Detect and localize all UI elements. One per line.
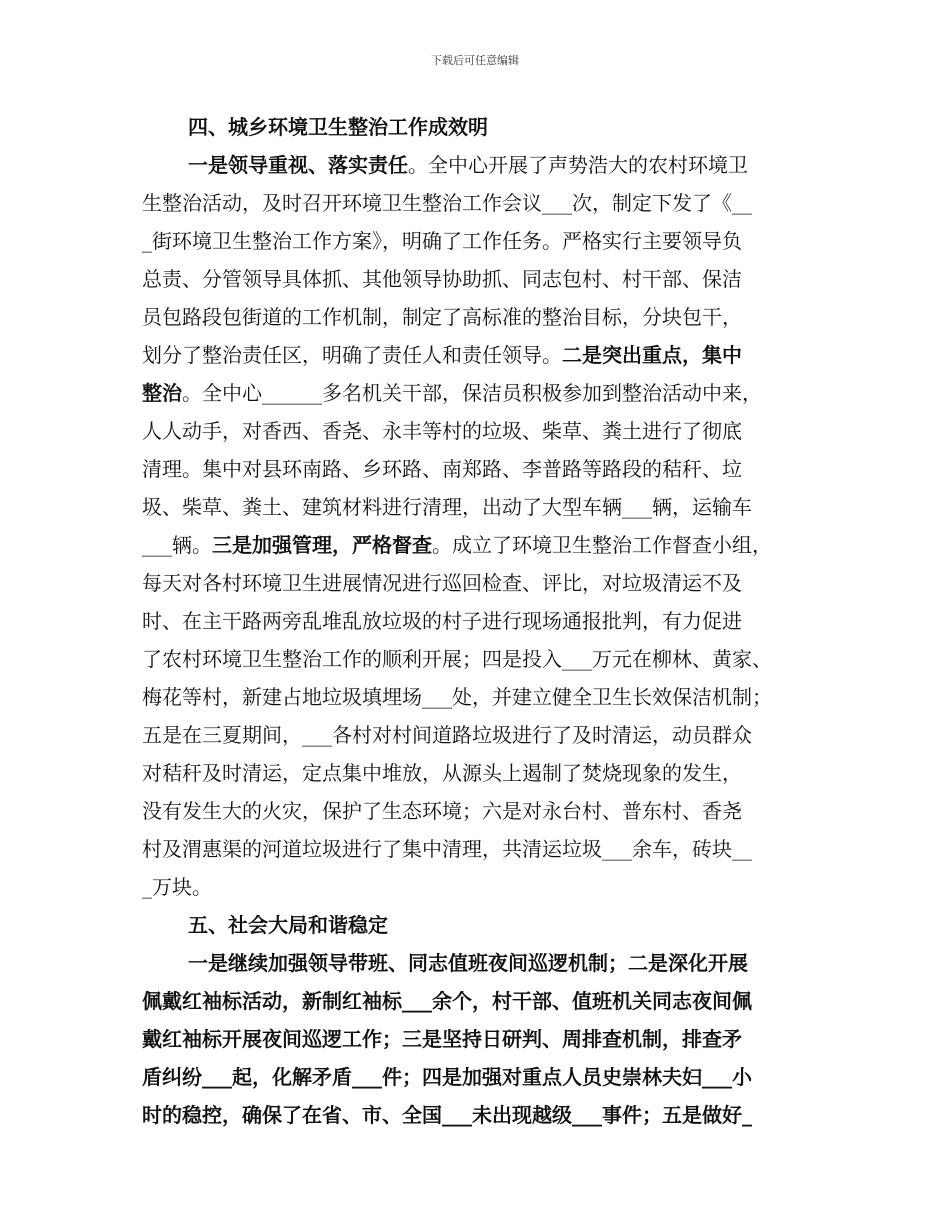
bold-text: 二是突出重点，集中: [562, 343, 742, 367]
bold-text: 一是继续加强领导带班、同志值班夜间巡逻机制；二是深化开展: [188, 951, 748, 975]
body-text: 每天对各村环境卫生进展情况进行巡回检查、评比，对垃圾清运不及: [142, 571, 742, 595]
body-text: 五是在三夏期间，___各村对村间道路垃圾进行了及时清运，动员群众: [142, 723, 752, 747]
text-line: [142, 564, 812, 602]
body-text: 圾、柴草、粪土、建筑材料进行清理，出动了大型车辆___辆，运输车: [142, 495, 752, 519]
bold-text: 盾纠纷___起，化解矛盾___件；四是加强对重点人员史崇林夫妇___小: [142, 1065, 752, 1089]
section-heading-5: 五、社会大局和谐稳定: [188, 913, 388, 937]
body-text: 对秸秆及时清运，定点集中堆放，从源头上遏制了焚烧现象的发生，: [142, 761, 742, 785]
text-line: [142, 1020, 812, 1058]
bold-text: 整治: [142, 381, 182, 405]
text-line: [142, 640, 812, 678]
body-text: 人人动手，对香西、香尧、永丰等村的垃圾、柴草、粪土进行了彻底: [142, 419, 742, 443]
text-line: [142, 1058, 812, 1096]
text-line: [142, 830, 812, 868]
body-text: 没有发生大的火灾，保护了生态环境；六是对永台村、普东村、香尧: [142, 799, 742, 823]
bold-text: 一是领导重视、落实责任: [188, 153, 408, 177]
text-line: [142, 488, 812, 526]
body-text: 村及渭惠渠的河道垃圾进行了集中清理，共清运垃圾___余车，砖块__: [142, 837, 752, 861]
body-text: 。成立了环境卫生整治工作督查小组，: [432, 533, 772, 557]
header-note: 下载后可任意编辑: [431, 54, 519, 67]
body-text: 清理。集中对县环南路、乡环路、南郑路、李普路等路段的秸秆、垃: [142, 457, 742, 481]
body-text: 员包路段包街道的工作机制，制定了高标准的整治目标，分块包干，: [142, 305, 742, 329]
text-line: [142, 222, 812, 260]
bold-text: 戴红袖标开展夜间巡逻工作；三是坚持日研判、周排查机制，排查矛: [142, 1027, 742, 1051]
body-text: 。全中心______多名机关干部，保洁员积极参加到整治活动中来，: [182, 381, 762, 405]
text-line: [142, 716, 812, 754]
text-line: [142, 1096, 812, 1134]
body-text: 时、在主干路两旁乱堆乱放垃圾的村子进行现场通报批判，有力促进: [142, 609, 742, 633]
body-text: _万块。: [142, 875, 212, 899]
bold-text: 三是加强管理，严格督查: [212, 533, 432, 557]
text-line: [142, 184, 812, 222]
body-text: ___辆。: [142, 533, 212, 557]
body-text: 划分了整治责任区，明确了责任人和责任领导。: [142, 343, 562, 367]
section-5-paragraph: [142, 944, 812, 1134]
text-line: [142, 792, 812, 830]
bold-text: 时的稳控，确保了在省、市、全国___未出现越级___事件；五是做好_: [142, 1103, 752, 1127]
body-text: 。全中心开展了声势浩大的农村环境卫: [408, 153, 748, 177]
text-line: [142, 754, 812, 792]
body-text: 总责、分管领导具体抓、其他领导协助抓、同志包村、村干部、保洁: [142, 267, 742, 291]
text-line: [142, 982, 812, 1020]
section-heading-4: 四、城乡环境卫生整治工作成效明: [188, 115, 488, 139]
text-line: [142, 678, 812, 716]
text-line: [142, 868, 812, 906]
text-line: [142, 412, 812, 450]
document-body: [142, 108, 812, 1134]
text-line: [142, 298, 812, 336]
bold-text: 佩戴红袖标活动，新制红袖标___余个，村干部、值班机关同志夜间佩: [142, 989, 752, 1013]
body-text: 梅花等村，新建占地垃圾填埋场___处，并建立健全卫生长效保洁机制；: [142, 685, 772, 709]
body-text: 生整治活动，及时召开环境卫生整治工作会议___次，制定下发了《__: [142, 191, 752, 215]
body-text: _街环境卫生整治工作方案》，明确了工作任务。严格实行主要领导负: [142, 229, 742, 253]
section-4-paragraph: [142, 146, 812, 906]
text-line: [142, 526, 812, 564]
text-line: [142, 602, 812, 640]
text-line: [142, 336, 812, 374]
text-line: [142, 944, 812, 982]
body-text: 了农村环境卫生整治工作的顺利开展；四是投入___万元在柳林、黄家、: [142, 647, 772, 671]
text-line: [142, 450, 812, 488]
text-line: [142, 374, 812, 412]
text-line: [142, 146, 812, 184]
text-line: [142, 260, 812, 298]
